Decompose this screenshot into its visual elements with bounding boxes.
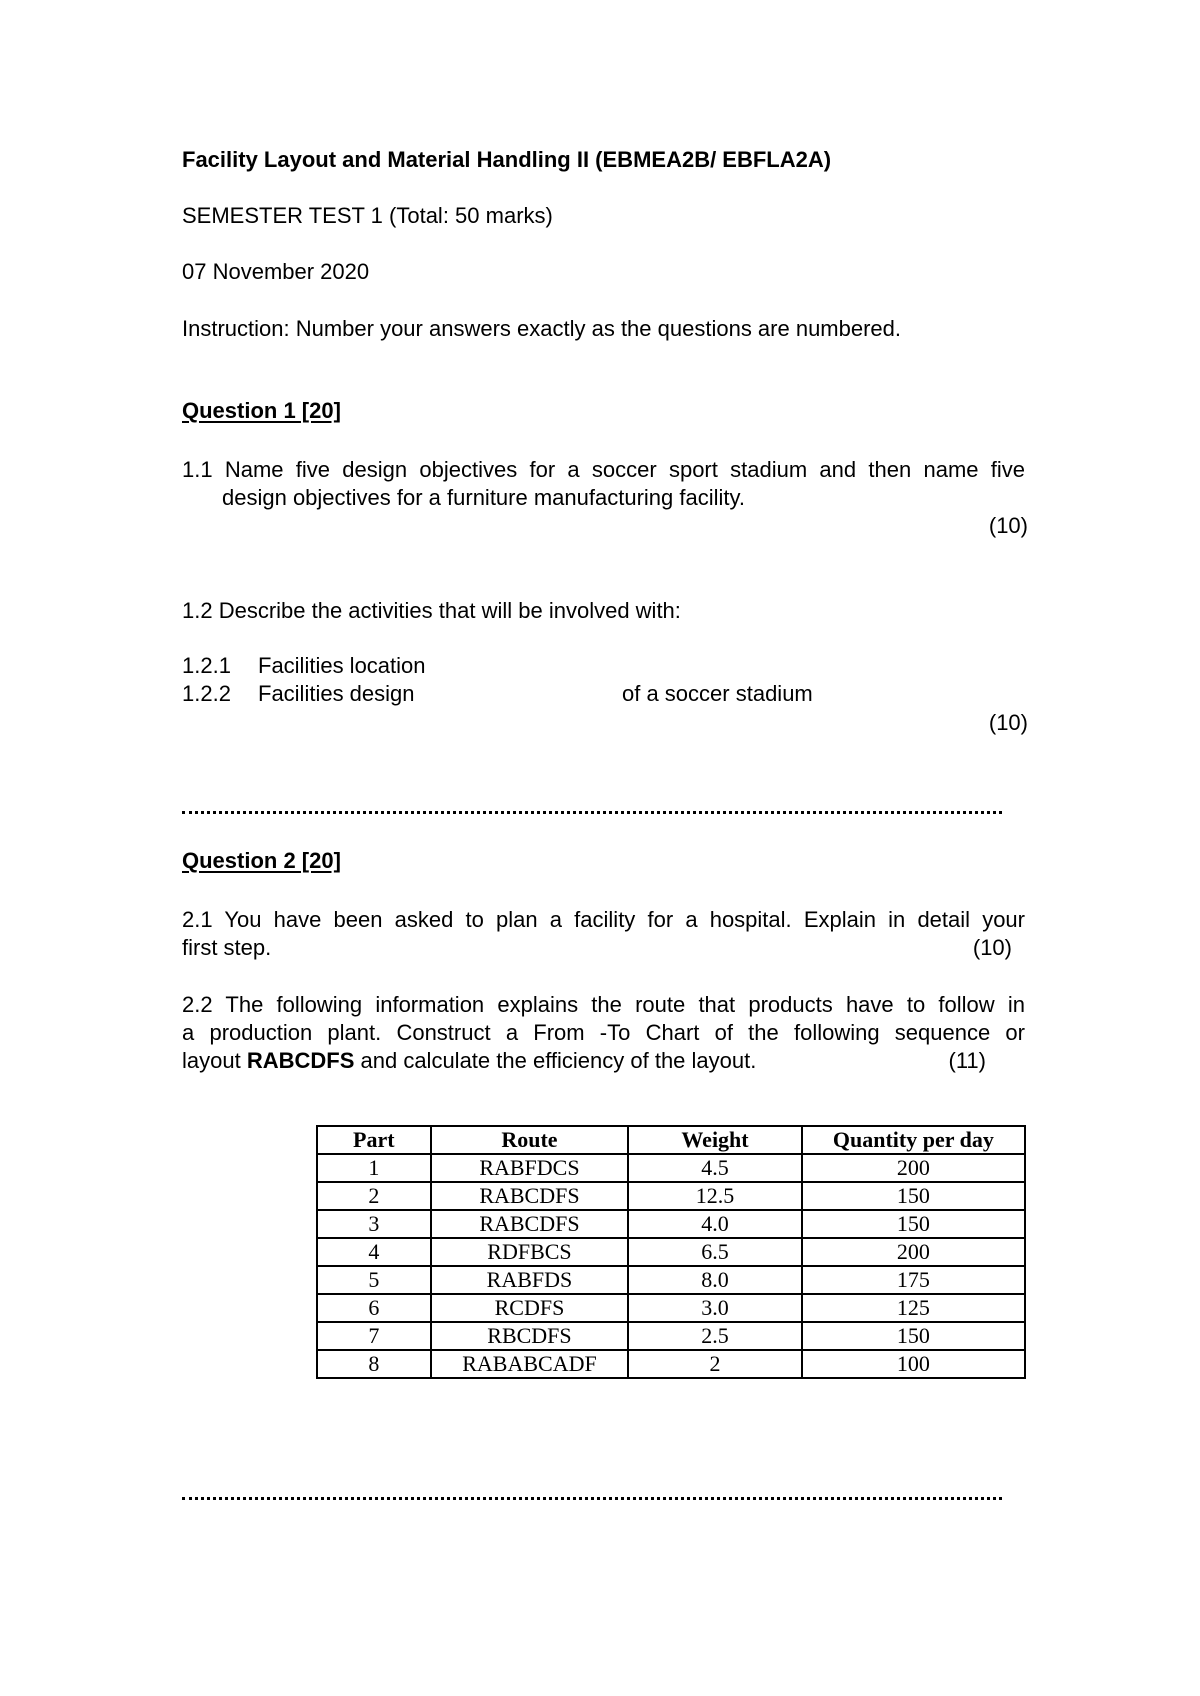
question-1-2-text: 1.2 Describe the activities that will be involved with: (182, 598, 681, 623)
cell-quantity: 100 (802, 1350, 1025, 1378)
cell-part: 6 (317, 1294, 431, 1322)
cell-weight: 6.5 (628, 1238, 801, 1266)
question-1-2-2-text: Facilities design (258, 681, 415, 706)
cell-part: 5 (317, 1266, 431, 1294)
cell-weight: 2 (628, 1350, 801, 1378)
table-row (317, 1294, 1025, 1322)
column-header-part: Part (317, 1126, 431, 1154)
question-1-2-1-number: 1.2.1 (182, 653, 231, 678)
table-row (317, 1238, 1025, 1266)
question-1-1-line-2: design objectives for a furniture manufacturing facility. (222, 485, 745, 510)
cell-part: 8 (317, 1350, 431, 1378)
cell-quantity: 175 (802, 1266, 1025, 1294)
table-row (317, 1182, 1025, 1210)
cell-weight: 4.5 (628, 1154, 801, 1182)
question-2-2-line-3 (182, 1047, 756, 1075)
cell-part: 1 (317, 1154, 431, 1182)
question-1-heading: Question 1 [20] (182, 398, 341, 423)
cell-quantity: 150 (802, 1322, 1025, 1350)
document-title: Facility Layout and Material Handling II (EBMEA2B/ EBFLA2A) (182, 147, 832, 172)
cell-route: RABABCADF (431, 1350, 629, 1378)
cell-route: RABCDFS (431, 1210, 629, 1238)
cell-part: 2 (317, 1182, 431, 1210)
cell-quantity: 150 (802, 1182, 1025, 1210)
column-header-quantity: Quantity per day (802, 1126, 1025, 1154)
table-row (317, 1154, 1025, 1182)
cell-route: RABFDS (431, 1266, 629, 1294)
table-row (317, 1350, 1025, 1378)
cell-part: 3 (317, 1210, 431, 1238)
table-row (317, 1266, 1025, 1294)
cell-weight: 8.0 (628, 1266, 801, 1294)
question-2-1-line-2: first step. (182, 935, 272, 960)
question-1-2-1-text: Facilities location (258, 653, 426, 678)
question-2-heading: Question 2 [20] (182, 848, 341, 873)
cell-weight: 12.5 (628, 1182, 801, 1210)
section-divider-1 (182, 811, 1002, 814)
question-1-2-suffix: of a soccer stadium (622, 681, 813, 706)
cell-part: 4 (317, 1238, 431, 1266)
table-row (317, 1210, 1025, 1238)
question-1-2-1 (182, 652, 426, 680)
question-2-2-marks: (11) (948, 1048, 986, 1073)
cell-quantity: 125 (802, 1294, 1025, 1322)
cell-quantity: 150 (802, 1210, 1025, 1238)
question-2-2-line-1: 2.2 The following information explains the route that products have to follow in (182, 992, 1025, 1017)
column-header-route: Route (431, 1126, 629, 1154)
question-1-1-line-1: 1.1 Name five design objectives for a soccer sport stadium and then name five (182, 457, 1025, 482)
question-2-2-line-3-start: layout (182, 1048, 247, 1073)
question-1-2-2-number: 1.2.2 (182, 681, 231, 706)
cell-weight: 4.0 (628, 1210, 801, 1238)
section-divider-2 (182, 1497, 1002, 1500)
instructions: Instruction: Number your answers exactly as the questions are numbered. (182, 316, 902, 341)
cell-route: RBCDFS (431, 1322, 629, 1350)
question-2-1-marks: (10) (972, 935, 1012, 960)
column-header-weight: Weight (628, 1126, 801, 1154)
test-info: SEMESTER TEST 1 (Total: 50 marks) (182, 203, 553, 228)
cell-quantity: 200 (802, 1238, 1025, 1266)
route-table (316, 1125, 1026, 1379)
layout-sequence: RABCDFS (246, 1048, 355, 1073)
cell-route: RDFBCS (431, 1238, 629, 1266)
question-2-2-line-3-end: and calculate the efficiency of the layout. (354, 1048, 757, 1073)
cell-weight: 2.5 (628, 1322, 801, 1350)
cell-route: RABCDFS (431, 1182, 629, 1210)
cell-route: RABFDCS (431, 1154, 629, 1182)
table-row (317, 1322, 1025, 1350)
test-date: 07 November 2020 (182, 259, 370, 284)
cell-route: RCDFS (431, 1294, 629, 1322)
cell-part: 7 (317, 1322, 431, 1350)
question-2-1-line-1: 2.1 You have been asked to plan a facility for a hospital. Explain in detail your (182, 907, 1025, 932)
question-1-1-marks: (10) (988, 513, 1028, 538)
cell-quantity: 200 (802, 1154, 1025, 1182)
table-header-row (317, 1126, 1025, 1154)
question-1-2-marks: (10) (988, 710, 1028, 735)
question-1-2-2 (182, 680, 415, 708)
cell-weight: 3.0 (628, 1294, 801, 1322)
question-2-2-line-2: a production plant. Construct a From -To Chart of the following sequence or (182, 1020, 1025, 1045)
